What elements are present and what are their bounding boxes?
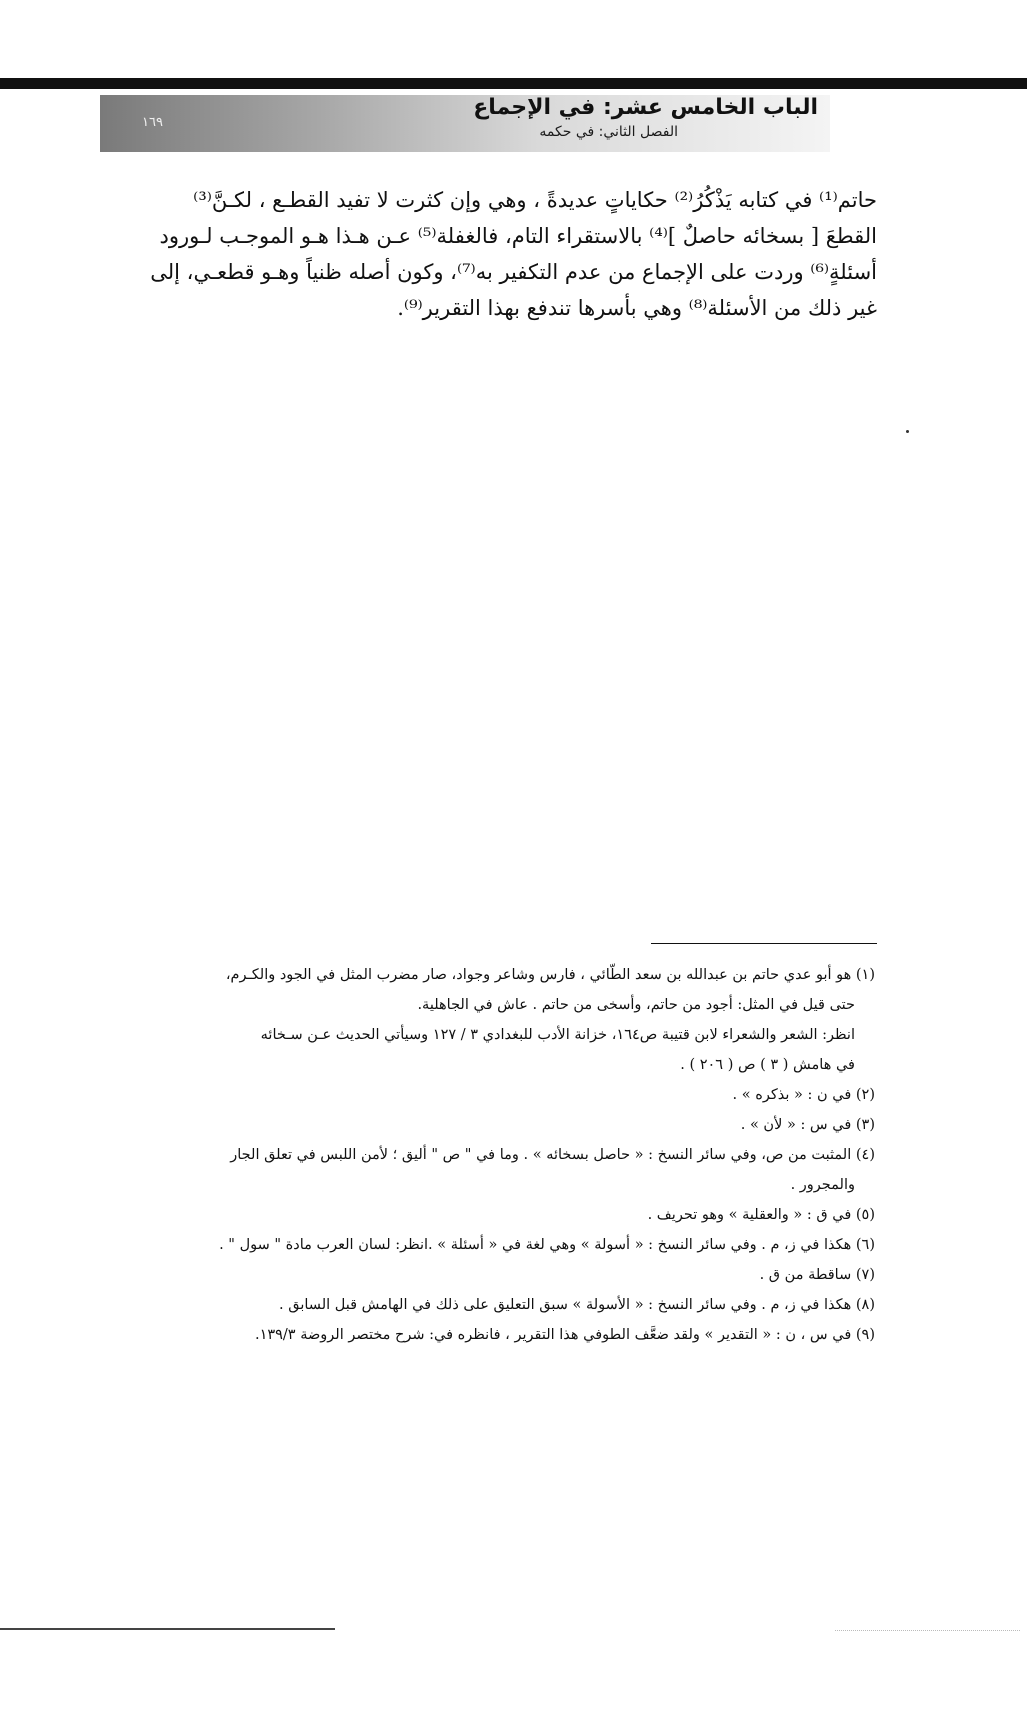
footnote-line: (٨) هكذا في ز، م . وفي سائر النسخ : « الأسولة » سبق التعليق على ذلك في الهامش قبل السابق . bbox=[279, 1297, 875, 1313]
footnotes bbox=[100, 960, 875, 1350]
section-title: الفصل الثاني: في حكمه bbox=[539, 124, 678, 140]
bottom-rule bbox=[0, 1628, 335, 1630]
footnote-line: (٦) هكذا في ز، م . وفي سائر النسخ : « أسولة » وهي لغة في « أسئلة » .انظر: لسان العرب مادة " سول " . bbox=[219, 1237, 875, 1253]
footnote-line: (٥) في ق : « والعقلية » وهو تحريف . bbox=[647, 1207, 875, 1223]
footnote-line: (٢) في ن : « بذكره » . bbox=[732, 1087, 875, 1103]
chapter-title: الباب الخامس عشر: في الإجماع bbox=[473, 95, 818, 120]
body-line: القطعَ [ بسخائه حاصلٌ ]⁽⁴⁾ بالاستقراء التام، فالغفلة⁽⁵⁾ عـن هـذا هـو الموجـب لـورود bbox=[159, 224, 877, 248]
footnote-line: في هامش ( ٣ ) ص ( ٢٠٦ ) . bbox=[680, 1057, 855, 1073]
header-titles bbox=[473, 97, 818, 139]
bottom-dotted-rule bbox=[835, 1630, 1020, 1631]
running-header bbox=[100, 95, 830, 152]
footnote-separator bbox=[651, 943, 877, 944]
footnote-line: (٣) في س : « لأن » . bbox=[740, 1117, 875, 1133]
footnote-line: (١) هو أبو عدي حاتم بن عبدالله بن سعد الطّائي ، فارس وشاعر وجواد، صار مضرب المثل في الجود والكـرم، bbox=[225, 967, 875, 983]
page-number: ١٦٩ bbox=[142, 115, 163, 130]
footnote-line: (٩) في س ، ن : « التقدير » ولقد ضعَّف الطوفي هذا التقرير ، فانظره في: شرح مختصر الروضة ١٣٩/٣. bbox=[254, 1327, 875, 1343]
stray-mark bbox=[906, 430, 909, 433]
body-line: غير ذلك من الأسئلة⁽⁸⁾ وهي بأسرها تندفع بهذا التقرير⁽⁹⁾. bbox=[397, 296, 877, 320]
footnote-line: انظر: الشعر والشعراء لابن قتيبة ص١٦٤، خزانة الأدب للبغدادي ٣ / ١٢٧ وسيأتي الحديث عـن سـخائه bbox=[260, 1027, 855, 1043]
main-text bbox=[112, 182, 877, 326]
footnote-line: حتى قيل في المثل: أجود من حاتم، وأسخى من حاتم . عاش في الجاهلية. bbox=[417, 997, 855, 1013]
footnote-line: (٤) المثبت من ص، وفي سائر النسخ : « حاصل بسخائه » . وما في " ص " أليق ؛ لأمن اللبس في تعلق الجار bbox=[230, 1147, 875, 1163]
body-line: أسئلةٍ⁽⁶⁾ وردت على الإجماع من عدم التكفير به⁽⁷⁾، وكون أصله ظنياً وهـو قطعـي، إلى bbox=[150, 260, 877, 284]
footnote-line: (٧) ساقطة من ق . bbox=[759, 1267, 875, 1283]
footnote-line: والمجرور . bbox=[790, 1177, 855, 1193]
body-line: حاتم⁽¹⁾ في كتابه يَذْكُرُ⁽²⁾ حكاياتٍ عديدةً ، وهي وإن كثرت لا تفيد القطـع ، لكـنَّ⁽³⁾ bbox=[193, 188, 877, 212]
top-rule bbox=[0, 78, 1027, 89]
